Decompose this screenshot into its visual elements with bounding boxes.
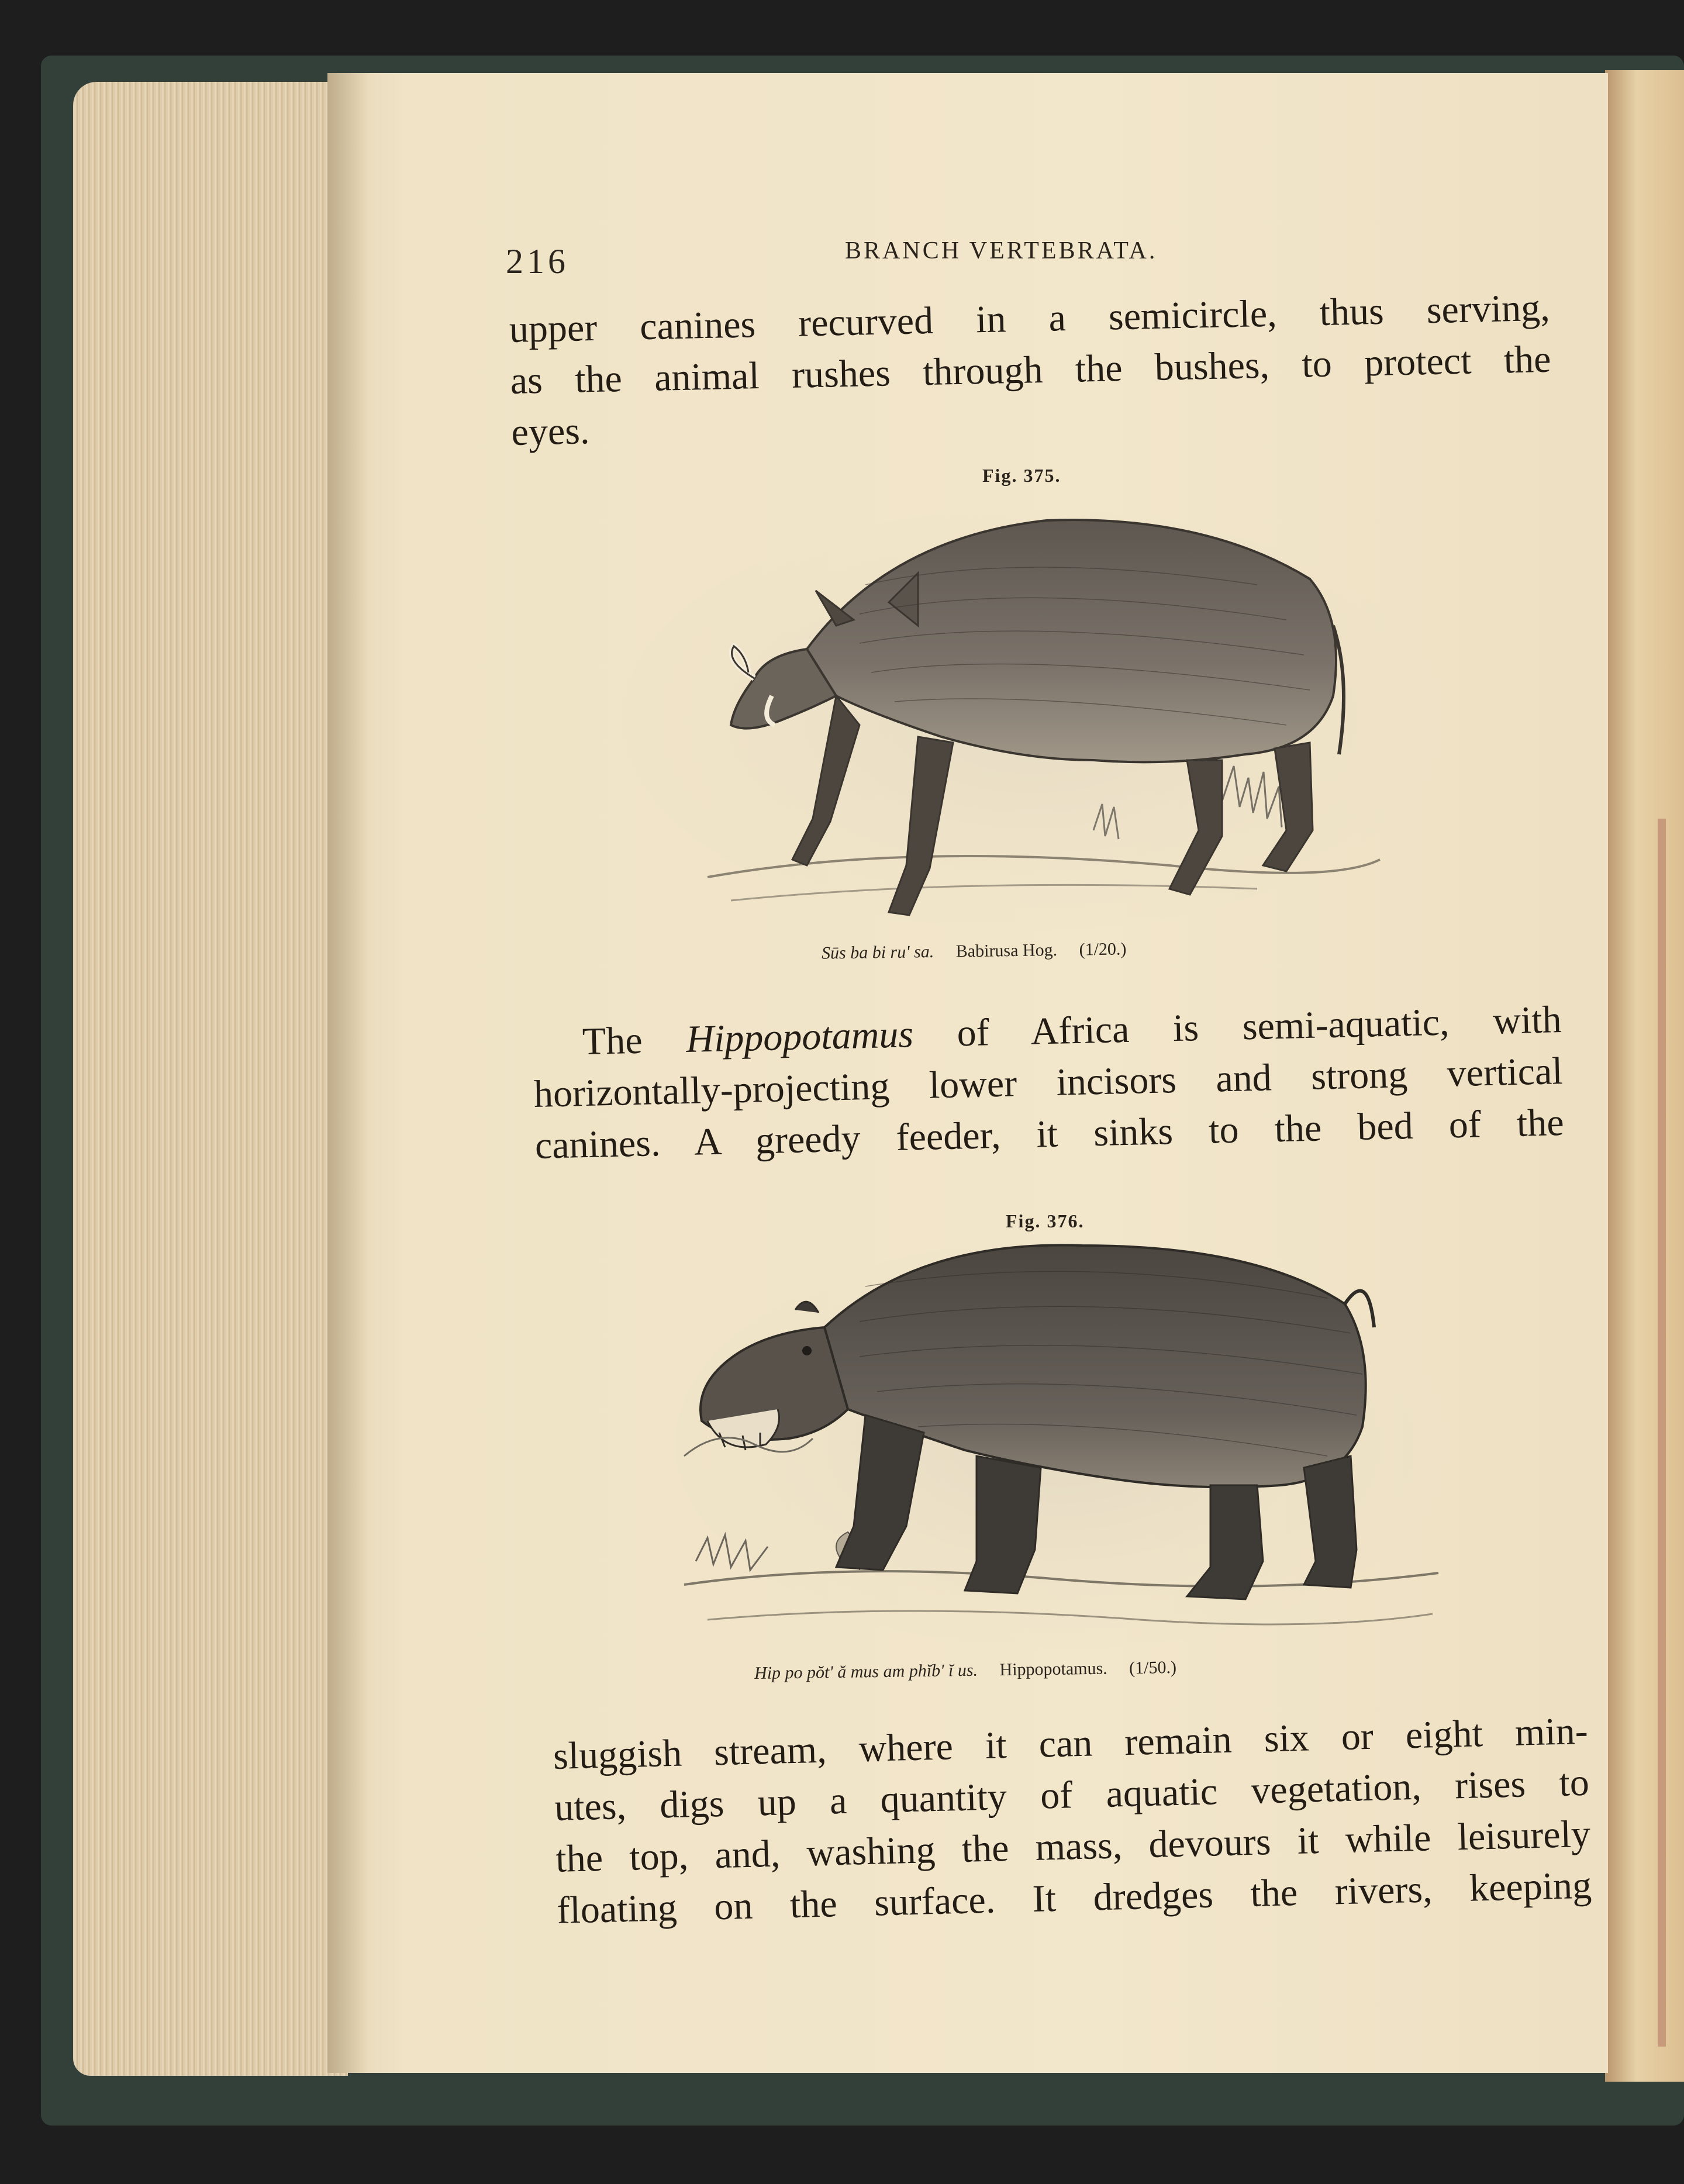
italic-term: Hippopotamus [685, 1013, 914, 1061]
page-stack-edge [73, 82, 348, 2076]
paragraph-3 [553, 1706, 1592, 1937]
page-number: 216 [506, 242, 569, 281]
scale-ratio: (1/20.) [1079, 939, 1127, 960]
figure-375-caption [822, 939, 1127, 963]
text-fragment: of Africa is semi-aquatic, with [913, 998, 1562, 1056]
text-line: sluggish stream, where it can remain six or eight min- [553, 1709, 1589, 1778]
paragraph-2 [532, 994, 1565, 1172]
text-line: horizontally-projecting lower incisors and strong vertical [533, 1050, 1564, 1116]
text-line: utes, digs up a quantity of aquatic vegetation, rises to [554, 1761, 1590, 1829]
text-line: upper canines recurved in a semicircle, thus serving, [509, 286, 1551, 351]
scale-ratio: (1/50.) [1129, 1657, 1177, 1678]
scientific-name: Sūs ba bi ru' sa. [821, 941, 934, 963]
red-page-edge [1658, 819, 1666, 2047]
text-line: as the animal rushes through the bushes, to protect the [509, 337, 1552, 402]
gutter-shadow [327, 73, 368, 2073]
running-head: BRANCH VERTEBRATA. [845, 237, 1158, 264]
common-name: Babirusa Hog. [955, 940, 1058, 961]
scientific-name: Hip po pŏt' ă mus am phĭb' ĭ us. [754, 1660, 978, 1683]
facing-page-edge [1605, 70, 1684, 2082]
text-fragment: The [582, 1018, 687, 1064]
common-name: Hippopotamus. [999, 1658, 1107, 1680]
text-line: the top, and, washing the mass, devours it while leisurely [555, 1812, 1591, 1881]
figure-375-label: Fig. 375. [982, 465, 1061, 486]
text-line: canines. A greedy feeder, it sinks to the bed of the [534, 1101, 1565, 1167]
text-line: floating on the surface. It dredges the rivers, keeping [556, 1864, 1592, 1932]
babirusa-hog-illustration [614, 503, 1450, 936]
hippopotamus-illustration [672, 1234, 1450, 1655]
text-line: eyes. [510, 409, 591, 454]
figure-376-label: Fig. 376. [1006, 1210, 1085, 1231]
paragraph-1 [509, 282, 1552, 458]
page-header [506, 231, 1207, 281]
